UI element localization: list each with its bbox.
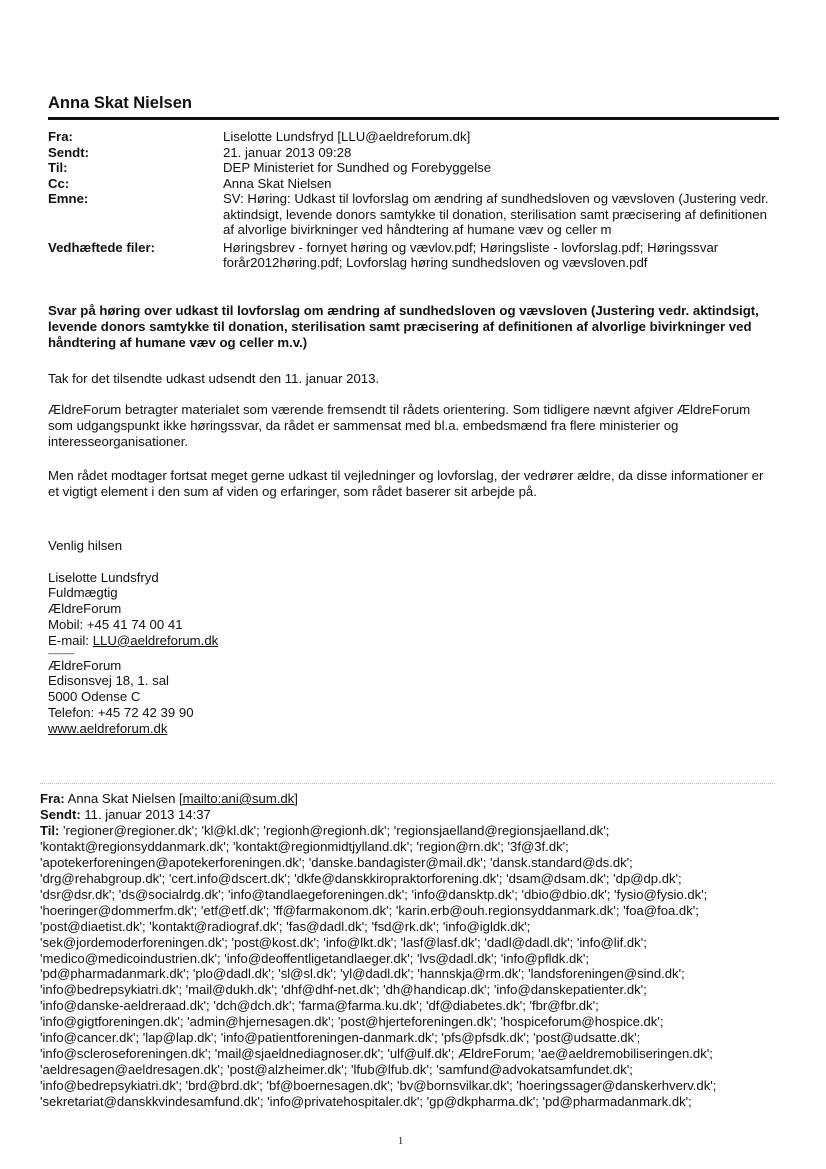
signature-block <box>48 538 218 737</box>
attachments-row <box>48 240 779 271</box>
signature-title: Fuldmægtig <box>48 585 118 601</box>
forwarded-message <box>40 791 780 1110</box>
signature-org-2: ÆldreForum <box>48 657 122 673</box>
page-number: 1 <box>398 1136 404 1147</box>
body-paragraph-3: Men rådet modtager fortsat meget gerne udkast til vejledninger og lovforslag, der vedrører ældre, da disse informationer er et vigtigt element i den sum af viden og erfaringer, som rådet baserer sit arbejde på. <box>48 468 764 499</box>
forwarded-mailto-link[interactable]: [mailto:ani@sum.dk] <box>179 791 298 806</box>
subject-value: SV: Høring: Udkast til lovforslag om ændring af sundhedsloven og vævsloven (Justering vedr. aktindsigt, levende donors samtykke til donation, sterilisation samt præcisering af definitionen af alvorlige bivirkninger ved håndtering af humane væv og celler m <box>223 191 769 237</box>
signature-mobile: Mobil: +45 41 74 00 41 <box>48 616 183 632</box>
recipient-line: 'info@cancer.dk'; 'lap@lap.dk'; 'info@patientforeningen-danmark.dk'; 'pfs@pfsdk.dk'; 'post@udsatte.dk'; <box>40 1030 641 1046</box>
recipient-line: 'info@danske-aeldreraad.dk'; 'dch@dch.dk'; 'farma@farma.ku.dk'; 'df@diabetes.dk'; 'fbr@fbr.dk'; <box>40 998 599 1014</box>
subject-label: Emne: <box>48 191 89 206</box>
forwarded-sent-line: Sendt: 11. januar 2013 14:37 <box>40 806 211 822</box>
recipient-line: 'medico@medicoindustrien.dk'; 'info@deoffentligetandlaeger.dk'; 'lvs@dadl.dk'; 'info@pfldk.dk'; <box>40 950 589 966</box>
recipient-line: 'apotekerforeningen@apotekerforeningen.dk'; 'danske.bandagister@mail.dk'; 'dansk.standard@ds.dk'; <box>40 854 633 870</box>
recipient-line: 'info@scleroseforeningen.dk'; 'mail@sjaeldnediagnoser.dk'; 'ulf@ulf.dk'; ÆldreForum; 'ae@aeldremobiliseringen.dk'; <box>40 1046 713 1062</box>
forwarded-to-line: Til: 'regioner@regioner.dk'; 'kl@kl.dk'; 'regionh@regionh.dk'; 'regionsjaelland@regionsjaelland.dk'; <box>40 822 610 838</box>
header-rule <box>48 117 779 120</box>
signature-divider: ------------ <box>48 648 74 658</box>
recipient-line: 'info@bedrepsykiatri.dk'; 'brd@brd.dk'; 'bf@boernesagen.dk'; 'bv@bornsvilkar.dk'; 'hoeringssager@danskerhverv.dk'; <box>40 1078 717 1094</box>
greeting: Venlig hilsen <box>48 538 123 553</box>
signature-phone: Telefon: +45 72 42 39 90 <box>48 704 194 720</box>
signature-address-1: Edisonsvej 18, 1. sal <box>48 673 169 689</box>
recipient-line: 'hoeringer@dommerfm.dk'; 'etf@etf.dk'; 'ff@farmakonom.dk'; 'karin.erb@ouh.regionsyddanmark.dk'; 'foa@foa.dk'; <box>40 902 699 918</box>
to-value: DEP Ministeriet for Sundhed og Forebyggelse <box>223 160 492 175</box>
signature-website-link[interactable]: www.aeldreforum.dk <box>48 720 168 736</box>
sent-label: Sendt: <box>48 144 90 160</box>
attachments-value: Høringsbrev - fornyet høring og vævlov.pdf; Høringsliste - lovforslag.pdf; Høringssvar forår2012høring.pdf; Lovforslag høring sundhedsloven og vævsloven.pdf <box>223 239 719 270</box>
cc-row <box>48 176 779 192</box>
recipient-line: 'info@gigtforeningen.dk'; 'admin@hjernesagen.dk'; 'post@hjerteforeningen.dk'; 'hospiceforum@hospice.dk'; <box>40 1014 664 1030</box>
from-row <box>48 129 779 145</box>
from-value: Liselotte Lundsfryd [LLU@aeldreforum.dk] <box>223 129 471 144</box>
recipient-line: 'sekretariat@danskkvindesamfund.dk'; 'info@privatehospitaler.dk'; 'gp@dkpharma.dk'; 'pd@pharmadanmark.dk'; <box>40 1094 692 1110</box>
recipient-line: 'pd@pharmadanmark.dk'; 'plo@dadl.dk'; 'sl@sl.dk'; 'yl@dadl.dk'; 'hannskja@rm.dk'; 'landsforeningen@sind.dk'; <box>40 966 685 982</box>
recipient-line: 'aeldresagen@aeldresagen.dk'; 'post@alzheimer.dk'; 'lfub@lfub.dk'; 'samfund@advokatsamfundet.dk'; <box>40 1062 633 1078</box>
author-name: Anna Skat Nielsen <box>48 94 192 112</box>
attachments-label: Vedhæftede filer: <box>48 239 155 255</box>
email-header <box>48 129 779 271</box>
signature-org: ÆldreForum <box>48 601 122 617</box>
subject-row <box>48 191 779 238</box>
sent-row <box>48 145 779 161</box>
recipient-line: 'post@diaetist.dk'; 'kontakt@radiograf.dk'; 'fas@dadl.dk'; 'fsd@rk.dk'; 'info@igldk.dk'; <box>40 918 531 934</box>
recipient-line: 'info@bedrepsykiatri.dk'; 'mail@dukh.dk'; 'dhf@dhf-net.dk'; 'dh@handicap.dk'; 'info@danskepatienter.dk'; <box>40 982 647 998</box>
recipient-line: 'kontakt@regionsyddanmark.dk'; 'kontakt@regionmidtjylland.dk'; 'region@rn.dk'; '3f@3f.dk'; <box>40 838 569 854</box>
cc-value: Anna Skat Nielsen <box>223 175 332 191</box>
to-label: Til: <box>48 160 68 175</box>
forwarded-from-line: Fra: Anna Skat Nielsen [mailto:ani@sum.dk] <box>40 791 298 806</box>
forward-separator <box>40 783 775 784</box>
recipient-line: 'dsr@dsr.dk'; 'ds@socialrdg.dk'; 'info@tandlaegeforeningen.dk'; 'info@dansktp.dk'; 'dbio@dbio.dk'; 'fysio@fysio.dk'; <box>40 886 708 902</box>
signature-name: Liselotte Lundsfryd <box>48 569 159 585</box>
body-paragraph-1: Tak for det tilsendte udkast udsendt den 11. januar 2013. <box>48 371 380 386</box>
recipient-line: 'sek@jordemoderforeningen.dk'; 'post@kost.dk'; 'info@lkt.dk'; 'lasf@lasf.dk'; 'dadl@dadl.dk'; 'info@lif.dk'; <box>40 934 647 950</box>
signature-email-link[interactable]: LLU@aeldreforum.dk <box>92 632 219 648</box>
signature-email: E-mail: LLU@aeldreforum.dk <box>48 632 219 648</box>
signature-address-2: 5000 Odense C <box>48 689 141 705</box>
recipient-line: 'drg@rehabgroup.dk'; 'cert.info@dscert.dk'; 'dkfe@danskkiropraktorforening.dk'; 'dsam@dsam.dk'; 'dp@dp.dk'; <box>40 870 682 886</box>
sent-value: 21. januar 2013 09:28 <box>223 144 352 160</box>
subject-heading: Svar på høring over udkast til lovforslag om ændring af sundhedsloven og vævsloven (Justering vedr. aktindsigt, levende donors samtykke til donation, sterilisation samt præcisering af definitionen af alvorlige bivirkninger ved håndtering af humane væv og celler m.v.) <box>48 303 759 350</box>
to-row <box>48 160 779 176</box>
body-paragraph-2: ÆldreForum betragter materialet som værende fremsendt til rådets orientering. Som tidligere nævnt afgiver ÆldreForum som udgangspunkt ikke høringssvar, da rådet er sammensat med bl.a. embedsmænd fra flere ministerier og interesseorganisationer. <box>48 402 751 449</box>
cc-label: Cc: <box>48 175 70 191</box>
from-label: Fra: <box>48 129 73 144</box>
